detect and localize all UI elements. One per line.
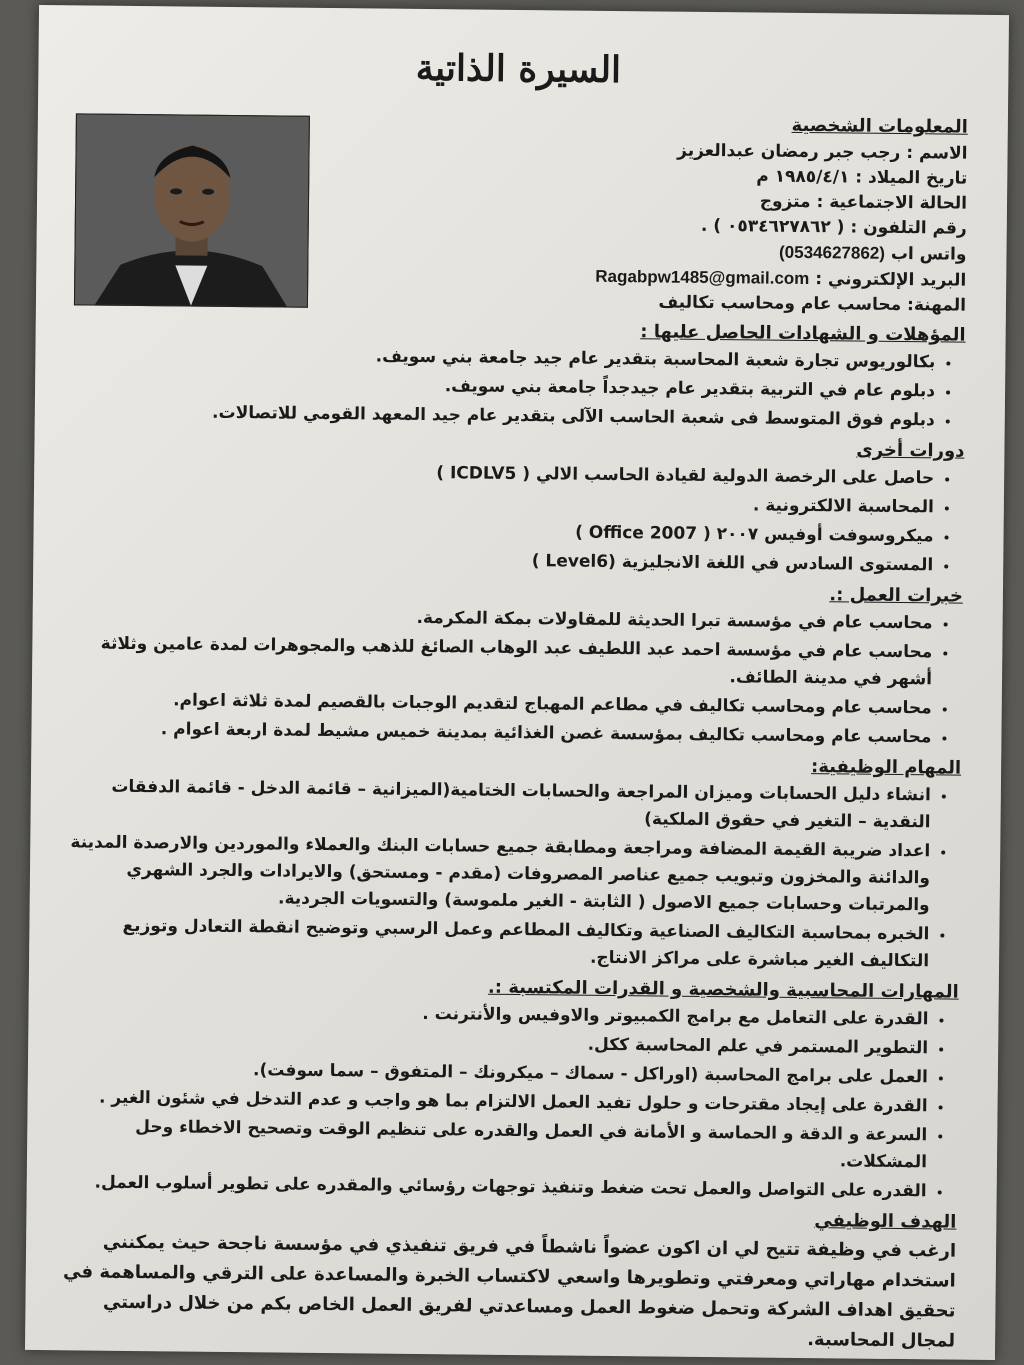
qualifications-heading: المؤهلات و الشهادات الحاصل عليها :	[640, 321, 966, 346]
personal-info-section	[66, 107, 968, 318]
birth-line: تاريخ الميلاد : ١٩٨٥/٤/١ م	[756, 166, 968, 189]
skills-section	[57, 972, 959, 1205]
marital-line: الحالة الاجتماعية : متزوج	[759, 191, 968, 214]
tasks-heading: المهام الوظيفية:	[810, 756, 962, 779]
goal-section	[55, 1202, 956, 1356]
resume-paper	[25, 5, 1009, 1360]
courses-section	[63, 431, 964, 579]
tasks-list	[59, 773, 961, 975]
list-item: • بكالوريوس تجارة شعبة المحاسبة بتقدير عام جيد جامعة بني سويف.	[65, 340, 935, 376]
list-item: • محاسب عام في مؤسسة تبرا الحديثة للمقاولات بمكة المكرمة.	[63, 601, 933, 637]
experience-section	[61, 576, 963, 751]
job-line: المهنة: محاسب عام ومحاسب تكاليف	[658, 292, 967, 316]
courses-list	[63, 456, 964, 579]
list-item: • اعداد ضريبة القيمة المضافة ومراجعة ومطابقة جميع حسابات البنك والعملاء والموردين والارصدة المدينة والدائنة والمخزون وتبويب جميع عناصر المصروفات (مقدم - ومستحق) والايرادات والجرد الشهري والمرتبات وحسابات جميع الاصول ( الثابتة - الغير ملموسة) والتسويات الجردية.	[60, 829, 931, 919]
email-value: Ragabpw1485@gmail.com	[595, 266, 810, 289]
phone-line: رقم التلفون : ( ٠٥٣٤٦٢٧٨٦٢ ) .	[700, 215, 967, 239]
name-line: الاسم : رجب جبر رمضان عبدالعزيز	[677, 140, 968, 164]
qualifications-list	[65, 340, 966, 434]
resume-content	[55, 25, 969, 1360]
experience-heading: خبرات العمل :.	[829, 584, 964, 607]
list-item: • السرعة و الدقة و الحماسة و الأمانة في العمل والقدره على تنظيم الوقت وتصحيح الاخطاء وحل المشكلات.	[57, 1113, 928, 1176]
whatsapp-number: (0534627862)	[778, 242, 886, 263]
list-item: • محاسب عام ومحاسب تكاليف بمؤسسة غصن الغذائية بمدينة خميس مشيط لمدة اربعة اعوام .	[61, 715, 931, 751]
list-item: • الخبره بمحاسبة التكاليف الصناعية وتكاليف المطاعم وعمل الرسبي وتوضيح انقطة التعادل وتوزيع التكاليف الغير مباشرة على مراكز الانتاج.	[59, 912, 930, 975]
list-item: • دبلوم عام في التربية بتقدير عام جيدجداً جامعة بني سويف.	[65, 369, 935, 405]
list-item: • القدرة على إيجاد مقترحات و حلول تفيد العمل الالتزام بما هو واجب و عدم التدخل في شئون الغير .	[57, 1084, 927, 1120]
goal-text: ارغب في وظيفة تتيح لي ان اكون عضواً ناشطاً في فريق تنفيذي في مؤسسة ناجحة حيث يمكنني استخدام مهاراتي ومعرفتي وتطويرها واسعي لاكتساب الخبرة والمساعدة على الترقي والمساهمة في تحقيق اهداف الشركة وتحمل ضغوط العمل ومساعدتي لفريق العمل الخاص بكم من خلال دراستي لمجال المحاسبة.	[63, 1231, 957, 1352]
whatsapp-label: واتس اب	[890, 243, 967, 265]
list-item: • القدرة على التعامل مع برامج الكمبيوتر والاوفيس والأنترنت .	[58, 997, 928, 1033]
document-title: السيرة الذاتية	[415, 46, 622, 92]
list-item: • محاسب عام في مؤسسة احمد عبد اللطيف عبد الوهاب الصائغ للذهب والمجوهرات لمدة عامين وثلاثة أشهر في مدينة الطائف.	[62, 630, 933, 693]
courses-heading: دورات أخرى	[856, 439, 965, 462]
personal-info-heading: المعلومات الشخصية	[791, 114, 968, 138]
list-item: • المستوى السادس في اللغة الانجليزية (Level6 )	[63, 543, 933, 579]
qualifications-section	[65, 315, 966, 434]
list-item: • المحاسبة الالكترونية .	[64, 485, 934, 521]
list-item: • العمل على برامج المحاسبة (اوراكل - سماك – ميكرونك – المتفوق – سما سوفت).	[58, 1055, 928, 1091]
list-item: • محاسب عام ومحاسب تكاليف في مطاعم المهباج لتقديم الوجبات بالقصيم لمدة ثلاثة اعوام.	[62, 686, 932, 722]
skills-list	[57, 997, 959, 1205]
list-item: • حاصل على الرخصة الدولية لقيادة الحاسب الالي ( ICDLV5 )	[64, 456, 934, 492]
list-item: • انشاء دليل الحسابات وميزان المراجعة والحسابات الختامية(الميزانية – قائمة الدخل - قائمة الدفقات النقدية – التغير في حقوق الملكية)	[60, 773, 931, 836]
experience-list	[61, 601, 962, 751]
list-item: • ميكروسوفت أوفيس ٢٠٠٧ ( Office 2007 )	[63, 514, 933, 550]
email-label: البريد الإلكتروني :	[815, 269, 967, 291]
list-item: • التطوير المستمر في علم المحاسبة ككل.	[58, 1026, 928, 1062]
tasks-section	[59, 748, 961, 975]
list-item: • دبلوم فوق المتوسط فى شعبة الحاسب الآلى بتقدير عام جيد المعهد القومي للاتصالات.	[65, 398, 935, 434]
list-item: • القدره على التواصل والعمل تحت ضغط وتنفيذ توجهات رؤسائي والمقدره على تطوير أسلوب العمل.	[57, 1169, 927, 1205]
skills-heading: المهارات المحاسبية والشخصية و القدرات المكتسبة :.	[487, 976, 959, 1003]
goal-heading: الهدف الوظيفي	[814, 1210, 957, 1233]
